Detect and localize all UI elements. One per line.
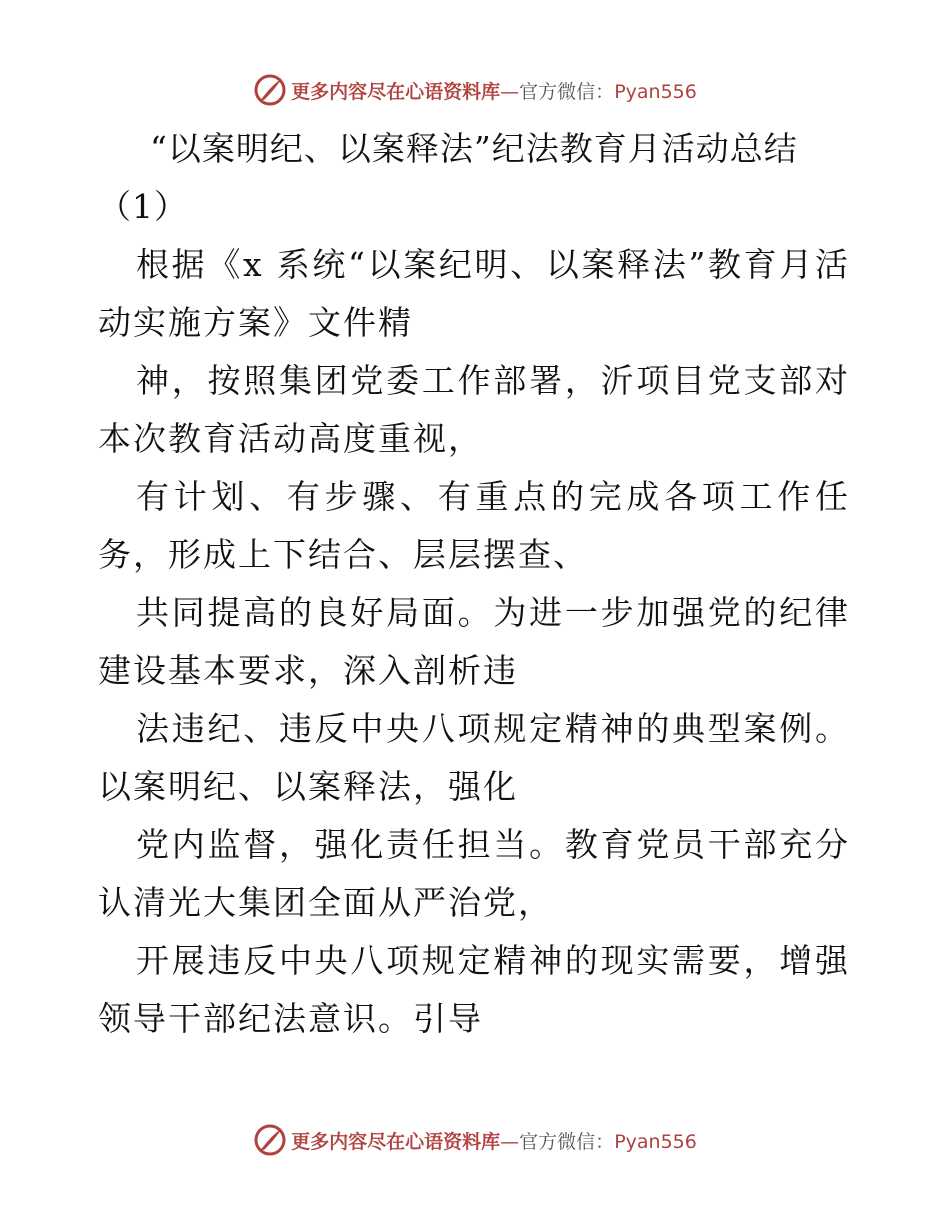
- document-title: “以案明纪、以案释法”纪法教育月活动总结（1）: [98, 129, 798, 226]
- paragraph-3: 有计划、有步骤、有重点的完成各项工作任务，形成上下结合、层层摆查、: [98, 477, 850, 574]
- banner-dash: —: [500, 80, 520, 103]
- paragraph-2: 神，按照集团党委工作部署，沂项目党支部对本次教育活动高度重视，: [98, 361, 850, 458]
- footer-banner: [0, 1120, 950, 1160]
- paragraph-7: 开展违反中央八项规定精神的现实需要，增强领导干部纪法意识。引导: [98, 941, 850, 1038]
- banner-title: 更多内容尽在心语资料库: [291, 1130, 501, 1153]
- banner-wechat-label: 官方微信：: [519, 80, 615, 103]
- quill-logo-icon: [253, 73, 287, 107]
- paragraph-6: 党内监督，强化责任担当。教育党员干部充分认清光大集团全面从严治党，: [98, 825, 850, 922]
- banner-wechat-label: 官方微信：: [519, 1130, 615, 1153]
- quill-logo-icon: [253, 1123, 287, 1157]
- banner-text: [291, 1127, 697, 1154]
- banner-title: 更多内容尽在心语资料库: [291, 80, 501, 103]
- document-body: [98, 120, 850, 1048]
- banner-wechat-id: Pyan556: [614, 80, 697, 103]
- paragraph-5: 法违纪、违反中央八项规定精神的典型案例。以案明纪、以案释法，强化: [98, 709, 850, 806]
- paragraph-1: 根据《x 系统“以案纪明、以案释法”教育月活动实施方案》文件精: [98, 245, 850, 342]
- banner-text: [291, 77, 697, 104]
- banner-wechat-id: Pyan556: [614, 1130, 697, 1153]
- banner-dash: —: [500, 1130, 520, 1153]
- paragraph-4: 共同提高的良好局面。为进一步加强党的纪律建设基本要求，深入剖析违: [98, 593, 850, 690]
- header-banner: [0, 70, 950, 110]
